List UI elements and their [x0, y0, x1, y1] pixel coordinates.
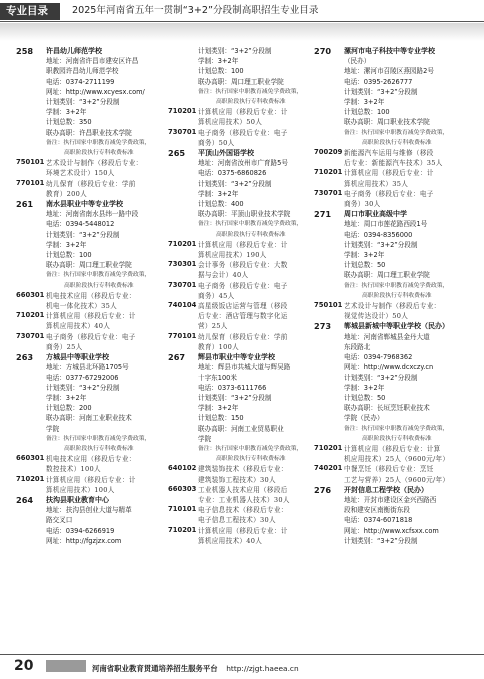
- info-line: 电话：0394-6266919: [46, 526, 115, 535]
- info-line: 地址：河南省许昌市建安区许昌: [46, 57, 139, 66]
- major-code: 730301: [168, 260, 197, 269]
- info-line: 计划总数：50: [344, 393, 386, 402]
- major-code: 730701: [314, 188, 343, 197]
- major-code: 750101: [314, 301, 343, 310]
- major-description: 会计事务（移段后专业：大数: [198, 261, 288, 270]
- info-line[interactable]: 网址：http://fgzjzx.com: [46, 536, 122, 545]
- info-line: 联办高职：河南工业贸易职业: [198, 424, 284, 433]
- major-entry: [16, 454, 186, 474]
- major-description: 工艺与营养）25人（9600元/年）: [344, 475, 450, 484]
- major-description: 教育）200人: [46, 189, 88, 198]
- major-description: 电子信息技术（移段后专业：: [198, 506, 288, 515]
- info-line: 学制：3+2年: [344, 383, 385, 392]
- info-line: 电话：0375-6860826: [198, 169, 267, 178]
- fee-note: 高职阶段执行专科收费标准: [216, 99, 286, 106]
- major-entry: [168, 464, 314, 484]
- major-code: 730701: [168, 280, 197, 289]
- major-entry: [314, 444, 474, 464]
- info-line: 计划总数：150: [198, 414, 244, 423]
- info-line: 电话：0394-8356000: [344, 230, 413, 239]
- major-description: 商务）45人: [198, 291, 235, 300]
- school-number: 264: [16, 494, 34, 505]
- major-description: 幼儿保育（移段后专业：学前: [46, 179, 136, 188]
- page-header: [0, 0, 484, 22]
- info-line: 电话：0377-67292006: [46, 373, 119, 382]
- info-line: 计划类别：“3+2”分段制: [198, 393, 272, 402]
- fee-note: 备注：执行国家中职教育减免学费政策，: [198, 88, 303, 95]
- info-line: 计划总数：100: [46, 251, 92, 260]
- fee-note: 备注：执行国家中职教育减免学费政策，: [198, 221, 303, 228]
- school-number: 270: [314, 46, 332, 56]
- school-number: 265: [168, 148, 186, 159]
- info-line: 计划类别：“3+2”分段制: [344, 240, 418, 249]
- school-number: 273: [314, 321, 332, 332]
- fee-note: 高职阶段执行专科收费标准: [216, 231, 286, 238]
- major-entry: [16, 291, 186, 311]
- info-line: 电话：0394-5448012: [46, 220, 115, 229]
- major-description: 教育）100人: [198, 342, 240, 351]
- info-line: 地址：河南省汝州市广育路5号: [198, 159, 288, 168]
- major-description: 新能源汽车运用与维修（移段: [344, 149, 434, 158]
- fee-note: 高职阶段执行专科收费标准: [64, 445, 134, 452]
- info-line: 计划总数：50: [344, 261, 386, 270]
- footer-bar: [46, 660, 86, 672]
- entry-body: [168, 46, 314, 107]
- major-code: 660301: [16, 454, 45, 463]
- school-name: 南水县职业中等专业学校: [46, 200, 123, 209]
- entry-body: [16, 495, 186, 546]
- column-2: [168, 46, 314, 546]
- column-1: [16, 46, 186, 546]
- info-line: 计划总数：350: [46, 118, 92, 127]
- major-code: 710201: [16, 474, 45, 483]
- info-line: 电话：0373-6111766: [198, 383, 267, 392]
- major-description: 算机应用技术）40人: [46, 322, 111, 331]
- footer-text: [92, 663, 299, 674]
- info-line: 东段路北: [344, 342, 371, 351]
- major-description: 计算机应用（移段后专业：计算: [344, 444, 441, 453]
- info-line: 学院（民办）: [344, 414, 384, 423]
- major-code: 710201: [168, 107, 197, 116]
- header-rule: [0, 21, 484, 22]
- major-code: 740104: [168, 301, 197, 310]
- info-line: 电话：0374-6071818: [344, 516, 413, 525]
- page-number: 20: [14, 658, 34, 674]
- footer-url[interactable]: http://zjgt.haeea.cn: [226, 664, 299, 673]
- info-line[interactable]: 网址：http://www.xcfsxx.com: [344, 526, 439, 535]
- major-code: 710201: [168, 525, 197, 534]
- major-entry: [168, 281, 314, 301]
- entry-body: [314, 209, 474, 301]
- major-description: 算机应用技术）40人: [198, 536, 263, 545]
- major-entry: [16, 158, 186, 178]
- school-number: 261: [16, 199, 34, 210]
- major-code: 770101: [168, 331, 197, 340]
- info-line: 电话：0394-7968362: [344, 353, 413, 362]
- major-entry: [168, 301, 314, 332]
- entry-body: [168, 352, 314, 464]
- major-code: 710201: [314, 168, 343, 177]
- major-description: 电子商务（移段后专业：电子: [198, 281, 288, 290]
- major-description: 环境艺术设计）150人: [46, 169, 115, 178]
- fee-note: 备注：执行国家中职教育减免学费政策，: [344, 282, 449, 289]
- info-line: 职教园许昌幼儿师范学校: [46, 67, 119, 76]
- info-line: 计划类别：“3+2”分段制: [46, 230, 120, 239]
- school-name: 辉县市职业中等专业学校: [198, 353, 275, 362]
- info-line: 学制：3+2年: [344, 251, 385, 260]
- major-description: 后专业：新能源汽车技术）35人: [344, 159, 443, 168]
- major-description: 机电一体化技术）35人: [46, 302, 118, 311]
- school-number: 258: [16, 46, 34, 56]
- major-description: 据与会计）40人: [198, 271, 249, 280]
- info-line[interactable]: 网址：http://www.dcxczy.cn: [344, 363, 434, 372]
- school-entry: [16, 199, 186, 291]
- entry-continuation: [168, 46, 314, 107]
- major-code: 710201: [168, 239, 197, 248]
- major-entry: [314, 168, 474, 188]
- major-entry: [314, 189, 474, 209]
- school-entry: [314, 209, 474, 301]
- header-band: [0, 23, 484, 41]
- major-description: 商务）30人: [344, 200, 381, 209]
- major-code: 660301: [16, 290, 45, 299]
- fee-note: 备注：执行国家中职教育减免学费政策，: [198, 445, 303, 452]
- fee-note: 高职阶段执行专科收费标准: [64, 150, 134, 157]
- fee-note: 高职阶段执行专科收费标准: [362, 435, 432, 442]
- info-line: 地址：扶沟县创业大道与精革: [46, 506, 132, 515]
- info-line: 计划类别：“3+2”分段制: [46, 383, 120, 392]
- fee-note: 备注：执行国家中职教育减免学费政策，: [46, 272, 151, 279]
- school-number: 276: [314, 484, 332, 495]
- major-entry: [314, 301, 474, 321]
- info-line: 学制：3+2年: [198, 404, 239, 413]
- info-line: 地址：河南省郸城县金丹大道: [344, 332, 430, 341]
- info-line: 地址：河南省南水县纬一路中段: [46, 210, 139, 219]
- major-description: 高星级饭店运营与管理（移段: [198, 302, 288, 311]
- school-number: 267: [168, 352, 186, 363]
- fee-note: 备注：执行国家中职教育减免学费政策，: [46, 435, 151, 442]
- info-line: 联办高职：平顶山职业技术学院: [198, 210, 291, 219]
- major-description: 算机应用技术）190人: [198, 251, 267, 260]
- info-line: 计划总数：400: [198, 200, 244, 209]
- info-line: 段和建安区南衡街东段: [344, 506, 410, 515]
- info-line: 学院: [46, 424, 60, 433]
- major-entry: [314, 148, 474, 168]
- major-code: 710201: [16, 311, 45, 320]
- major-entry: [168, 485, 314, 505]
- info-line: 计划总数：100: [344, 108, 390, 117]
- entry-body: [314, 321, 474, 443]
- footer-rule: [0, 654, 484, 655]
- info-line: 学制：3+2年: [198, 57, 239, 66]
- major-code: 660303: [168, 484, 197, 493]
- major-code: 750101: [16, 158, 45, 167]
- info-line: 电话：0374-2711199: [46, 77, 115, 86]
- info-line: 联办高职：周口理工职业学院: [198, 77, 284, 86]
- school-name: 漯河市电子科技中等专业学校: [344, 47, 435, 55]
- school-entry: [314, 321, 474, 443]
- school-entry: [314, 46, 474, 148]
- info-line: 计划类别：“3+2”分段制: [344, 373, 418, 382]
- major-description: 机应用技术）25人（9600元/年）: [344, 455, 450, 464]
- info-line: 学制：3+2年: [344, 98, 385, 107]
- major-entry: [16, 311, 186, 331]
- school-entry: [16, 46, 186, 158]
- major-description: 电子商务（移段后专业：电子: [198, 128, 288, 137]
- school-entry: [168, 148, 314, 240]
- info-line: 联办高职：周口理工职业学院: [46, 261, 132, 270]
- info-line: （民办）: [344, 57, 371, 66]
- school-entry: [168, 352, 314, 464]
- major-description: 数控技术）100人: [46, 465, 101, 474]
- fee-note: 高职阶段执行专科收费标准: [64, 282, 134, 289]
- major-code: 740201: [314, 464, 343, 473]
- info-line: 学制：3+2年: [46, 240, 87, 249]
- entry-body: [314, 485, 474, 546]
- major-description: 计算机应用（移段后专业：计: [46, 312, 136, 321]
- major-entry: [16, 475, 186, 495]
- section-tag: 专业目录: [0, 3, 60, 20]
- major-description: 中餐烹饪（移段后专业：烹饪: [344, 465, 434, 474]
- info-line: 地址：开封市建设区金兴西路西: [344, 495, 437, 504]
- school-number: 263: [16, 352, 34, 363]
- school-name: 郸城县新城中等职业学校（民办）: [344, 322, 449, 331]
- fee-note: 高职阶段执行专科收费标准: [216, 456, 286, 463]
- info-line: 联办高职：许昌职业技术学院: [46, 128, 132, 137]
- info-line: 联办高职：河南工业职业技术: [46, 414, 132, 423]
- major-description: 计算机应用（移段后专业：计: [198, 108, 288, 117]
- entry-body: [16, 352, 186, 454]
- major-entry: [168, 332, 314, 352]
- major-entry: [168, 260, 314, 280]
- major-description: 计算机应用（移段后专业：计: [46, 475, 136, 484]
- major-description: 专业：工业机器人技术）30人: [198, 495, 290, 504]
- fee-note: 高职阶段执行专科收费标准: [362, 292, 432, 299]
- major-description: 电子商务（移段后专业：电子: [344, 189, 434, 198]
- major-description: 商务）25人: [46, 342, 83, 351]
- entry-body: [16, 46, 186, 158]
- info-line: 地址：漯河市召陵区燕园路2号: [344, 67, 434, 76]
- page-title: 2025年河南省五年一贯制“3+2”分段制高职招生专业目录: [72, 5, 319, 16]
- major-description: 机电技术应用（移段后专业：: [46, 291, 136, 300]
- info-line: 学制：3+2年: [46, 393, 87, 402]
- major-description: 电子信息工程技术）30人: [198, 516, 276, 525]
- school-name: 扶沟县职业教育中心: [46, 495, 109, 504]
- major-description: 艺术设计与制作（移段后专业：: [46, 159, 143, 168]
- entry-body: [314, 46, 474, 148]
- major-description: 幼儿保育（移段后专业：学前: [198, 332, 288, 341]
- major-entry: [168, 107, 314, 127]
- fee-note: 备注：执行国家中职教育减免学费政策，: [344, 425, 449, 432]
- info-line: 计划类别：“3+2”分段制: [344, 87, 418, 96]
- column-3: [314, 46, 474, 546]
- page-footer: [0, 654, 484, 679]
- major-entry: [168, 505, 314, 525]
- major-description: 视觉传达设计）50人: [344, 312, 409, 321]
- major-entry: [16, 332, 186, 352]
- info-line[interactable]: 网址：http://www.xcyesx.com/: [46, 87, 145, 96]
- major-code: 710101: [168, 505, 197, 514]
- major-entry: [16, 179, 186, 199]
- fee-note: 高职阶段执行专科收费标准: [362, 139, 432, 146]
- info-line: 计划总数：100: [198, 67, 244, 76]
- major-code: 770101: [16, 178, 45, 187]
- major-code: 730701: [168, 127, 197, 136]
- info-line: 学制：3+2年: [46, 108, 87, 117]
- info-line: 联办高职：长垣烹饪职业技术: [344, 404, 430, 413]
- major-entry: [168, 128, 314, 148]
- school-name: 平顶山外国语学校: [198, 149, 254, 158]
- entry-body: [16, 199, 186, 291]
- major-code: 700209: [314, 148, 343, 157]
- major-description: 机电技术应用（移段后专业：: [46, 455, 136, 464]
- major-description: 计算机应用（移段后专业：计: [344, 169, 434, 178]
- info-line: 计划类别：“3+2”分段制: [198, 179, 272, 188]
- school-number: 271: [314, 209, 332, 220]
- info-line: 计划类别：“3+2”分段制: [344, 536, 418, 545]
- school-name: 方城县中等职业学校: [46, 353, 109, 362]
- fee-note: 备注：执行国家中职教育减免学费政策，: [344, 129, 449, 136]
- major-entry: [168, 240, 314, 260]
- major-description: 算机应用技术）100人: [46, 485, 115, 494]
- info-line: 电话：0395-2626777: [344, 77, 413, 86]
- major-code: 730701: [16, 331, 45, 340]
- major-code: 710201: [314, 443, 343, 452]
- school-entry: [16, 352, 186, 454]
- info-line: 联办高职：周口理工职业学院: [344, 271, 430, 280]
- major-description: 工业机器人技术应用（移段后: [198, 485, 288, 494]
- info-line: 联办高职：周口职业技术学院: [344, 118, 430, 127]
- school-entry: [314, 485, 474, 546]
- entry-body: [168, 148, 314, 240]
- major-description: 建筑装饰工程技术）30人: [198, 475, 276, 484]
- major-description: 艺术设计与制作（移段后专业：: [344, 302, 441, 311]
- major-description: 算机应用技术）35人: [344, 179, 409, 188]
- school-name: 周口市职业高级中学: [344, 210, 407, 219]
- info-line: 计划类别：“3+2”分段制: [198, 47, 272, 55]
- major-description: 计算机应用（移段后专业：计: [198, 240, 288, 249]
- major-description: 算机应用技术）50人: [198, 118, 263, 127]
- fee-note: 备注：执行国家中职教育减免学费政策，: [46, 139, 151, 146]
- major-description: 建筑装饰技术（移段后专业：: [198, 465, 288, 474]
- major-description: 营）25人: [198, 322, 228, 331]
- info-line: 地址：辉县市共城大道与辉吴路: [198, 363, 291, 372]
- school-name: 开封信息工程学校（民办）: [344, 485, 428, 494]
- info-line: 地址：方城县北环路1705号: [46, 363, 129, 372]
- major-entry: [168, 526, 314, 546]
- major-description: 计算机应用（移段后专业：计: [198, 526, 288, 535]
- major-description: 电子商务（移段后专业：电子: [46, 332, 136, 341]
- info-line: 计划总数：200: [46, 404, 92, 413]
- info-line: 学制：3+2年: [198, 189, 239, 198]
- major-entry: [314, 464, 474, 484]
- info-line: 路交叉口: [46, 516, 73, 525]
- info-line: 十字东100米: [198, 373, 237, 382]
- info-line: 学院: [198, 434, 212, 443]
- school-name: 许昌幼儿师范学校: [46, 47, 102, 55]
- info-line: 地址：周口市莲花路西段1号: [344, 220, 428, 229]
- school-entry: [16, 495, 186, 546]
- info-line: 计划类别：“3+2”分段制: [46, 98, 120, 107]
- major-description: 后专业：酒店管理与数字化运: [198, 312, 288, 321]
- major-code: 640102: [168, 464, 197, 473]
- major-description: 商务）50人: [198, 138, 235, 147]
- footer-platform-name: 河南省职业教育贯通培养招生服务平台: [92, 664, 218, 673]
